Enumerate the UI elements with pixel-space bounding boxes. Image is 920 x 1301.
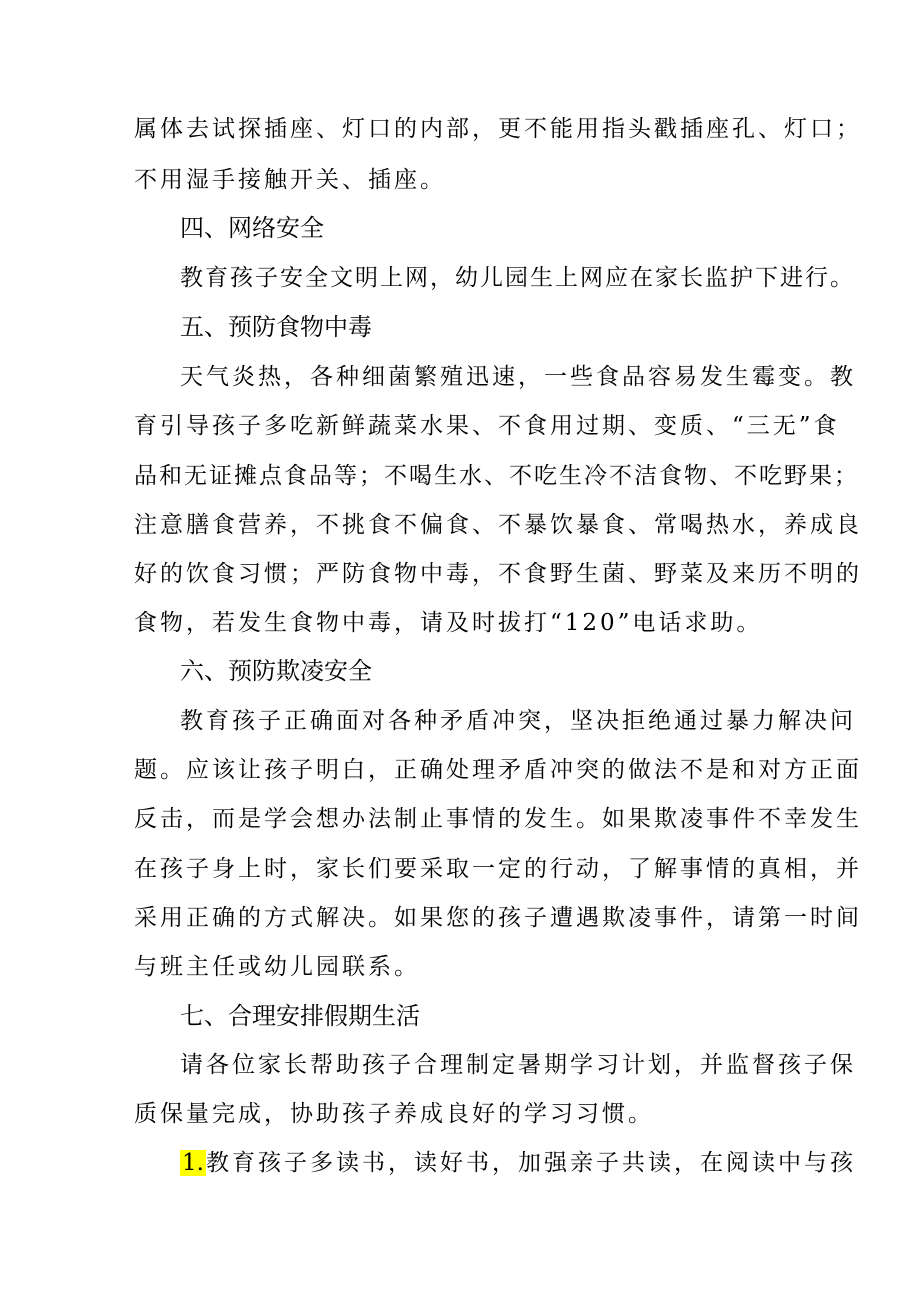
paragraph-line: 反击，而是学会想办法制止事情的发生。如果欺凌事件不幸发生 [134, 806, 862, 832]
paragraph-line: 教育孩子正确面对各种矛盾冲突，坚决拒绝通过暴力解决问 [180, 708, 856, 734]
paragraph-line: 注意膳食营养，不挑食不偏食、不暴饮暴食、常喝热水，养成良 [134, 512, 862, 538]
section-heading-anti-bullying: 六、预防欺凌安全 [180, 657, 372, 685]
numbered-list-item [180, 1147, 856, 1179]
paragraph-line: 不用湿手接触开关、插座。 [134, 167, 446, 193]
paragraph-line: 好的饮食习惯；严防食物中毒，不食野生菌、野菜及来历不明的 [134, 561, 862, 587]
paragraph-line: 与班主任或幼儿园联系。 [134, 954, 420, 980]
paragraph-line: 采用正确的方式解决。如果您的孩子遭遇欺凌事件，请第一时间 [134, 905, 862, 931]
paragraph-line: 质保量完成，协助孩子养成良好的学习习惯。 [134, 1101, 654, 1127]
section-heading-holiday-life: 七、合理安排假期生活 [180, 1002, 420, 1030]
paragraph-line: 教育孩子安全文明上网，幼儿园生上网应在家长监护下进行。 [180, 265, 855, 291]
paragraph-line: 育引导孩子多吃新鲜蔬菜水果、不食用过期、变质、“三无”食 [134, 413, 840, 439]
list-item-text: 教育孩子多读书，读好书，加强亲子共读，在阅读中与孩 [205, 1150, 856, 1176]
paragraph-line: 食物，若发生食物中毒，请及时拔打“120”电话求助。 [134, 610, 763, 636]
paragraph-line: 品和无证摊点食品等；不喝生水、不吃生冷不洁食物、不吃野果； [134, 463, 859, 489]
paragraph-line: 属体去试探插座、灯口的内部，更不能用指头戳插座孔、灯口； [134, 116, 862, 142]
section-heading-food-poisoning: 五、预防食物中毒 [180, 313, 372, 341]
paragraph-line: 请各位家长帮助孩子合理制定暑期学习计划，并监督孩子保 [180, 1052, 856, 1078]
section-heading-network-safety: 四、网络安全 [180, 214, 324, 242]
paragraph-line: 在孩子身上时，家长们要采取一定的行动，了解事情的真相，并 [134, 856, 862, 882]
paragraph-line: 题。应该让孩子明白，正确处理矛盾冲突的做法不是和对方正面 [134, 757, 862, 783]
highlighted-list-number: 1. [182, 1150, 204, 1176]
paragraph-line: 天气炎热，各种细菌繁殖迅速，一些食品容易发生霉变。教 [180, 364, 856, 390]
